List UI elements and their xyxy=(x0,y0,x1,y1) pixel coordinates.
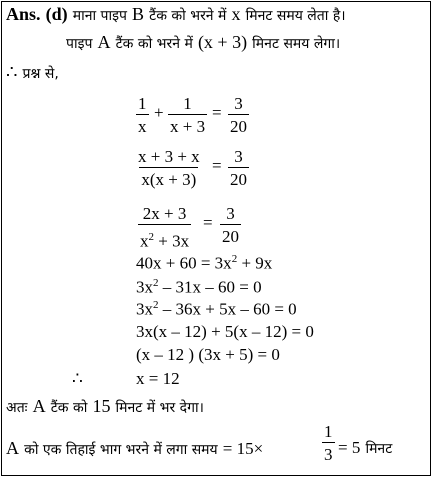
final-pipe-a: A xyxy=(6,438,19,458)
step-4: 3x(x – 12) + 5(x – 12) = 0 xyxy=(136,322,314,341)
step-2: $3x^2 - 31x - 60 = 0$ xyxy=(136,277,262,297)
step-3: $3x^2 - 36x + 5x - 60 = 0$ xyxy=(136,299,297,319)
eq2-fraction-rhs: $\frac{3}{20}$ xyxy=(230,147,247,189)
eq3-equals: = xyxy=(203,213,213,232)
eq1-plus: + xyxy=(154,103,164,122)
answer-line-3 xyxy=(6,62,59,83)
eq1-fraction-rhs: $\frac{3}{20}$ xyxy=(230,94,247,136)
eq3-fraction-lhs: $\frac{2x + 3}{x^2 + 3x}$ xyxy=(140,204,190,251)
step-6: x = 12 xyxy=(136,369,180,388)
conclusion-minutes: 15 xyxy=(92,396,111,416)
answer-line-1 xyxy=(6,4,346,25)
line1-var-x: x xyxy=(231,4,241,24)
line3-text: प्रश्न से, xyxy=(22,66,59,82)
line1-text-b: टैंक को भरने में xyxy=(149,8,227,24)
final-text-b: मिनट xyxy=(365,441,393,457)
line1-pipe-b: B xyxy=(132,4,145,24)
final-result xyxy=(338,438,392,458)
line2-text-b: टैंक को भरने में xyxy=(115,36,193,52)
eq3-fraction-rhs: $\frac{3}{20}$ xyxy=(222,204,239,246)
line2-expr: (x + 3) xyxy=(197,32,248,52)
step-5: (x – 12 ) (3x + 5) = 0 xyxy=(136,345,280,364)
line2-pipe-a: A xyxy=(97,32,111,52)
eq1-fraction-1: $\frac{1}{x}$ xyxy=(138,94,147,136)
conclusion-text-c: मिनट में भर देगा। xyxy=(115,400,204,416)
conclusion-text-a: अतः xyxy=(6,400,28,416)
conclusion-line xyxy=(6,396,204,417)
eq1-fraction-2: $\frac{1}{x + 3}$ xyxy=(170,94,206,136)
eq2-fraction-lhs: $\frac{x + 3 + x}{x(x + 3)}$ xyxy=(138,147,200,189)
final-eq-1: = 15× xyxy=(222,439,264,458)
therefore-symbol: ∴ xyxy=(6,62,18,82)
eq1-equals: = xyxy=(212,103,222,122)
final-eq-2: = 5 xyxy=(338,438,361,457)
final-line-text xyxy=(6,438,263,459)
final-fraction: $\frac{1}{3}$ xyxy=(324,422,333,464)
answer-line-2 xyxy=(66,32,340,53)
final-text-a: को एक तिहाई भाग भरने में लगा समय xyxy=(24,442,218,458)
conclusion-pipe-a: A xyxy=(32,396,46,416)
conclusion-text-b: टैंक को xyxy=(50,400,88,416)
line1-text-a: माना पाइप xyxy=(72,8,127,24)
step-6-therefore: ∴ xyxy=(72,369,83,388)
eq2-equals: = xyxy=(212,156,222,175)
step-1: $40x + 60 = 3x^2 + 9x$ xyxy=(136,253,273,273)
line2-text-a: पाइप xyxy=(66,36,93,52)
answer-prefix: Ans. xyxy=(6,4,41,24)
answer-option: (d) xyxy=(45,4,68,24)
line1-text-c: मिनट समय लेता है। xyxy=(245,8,346,24)
line2-text-c: मिनट समय लेगा। xyxy=(252,36,341,52)
